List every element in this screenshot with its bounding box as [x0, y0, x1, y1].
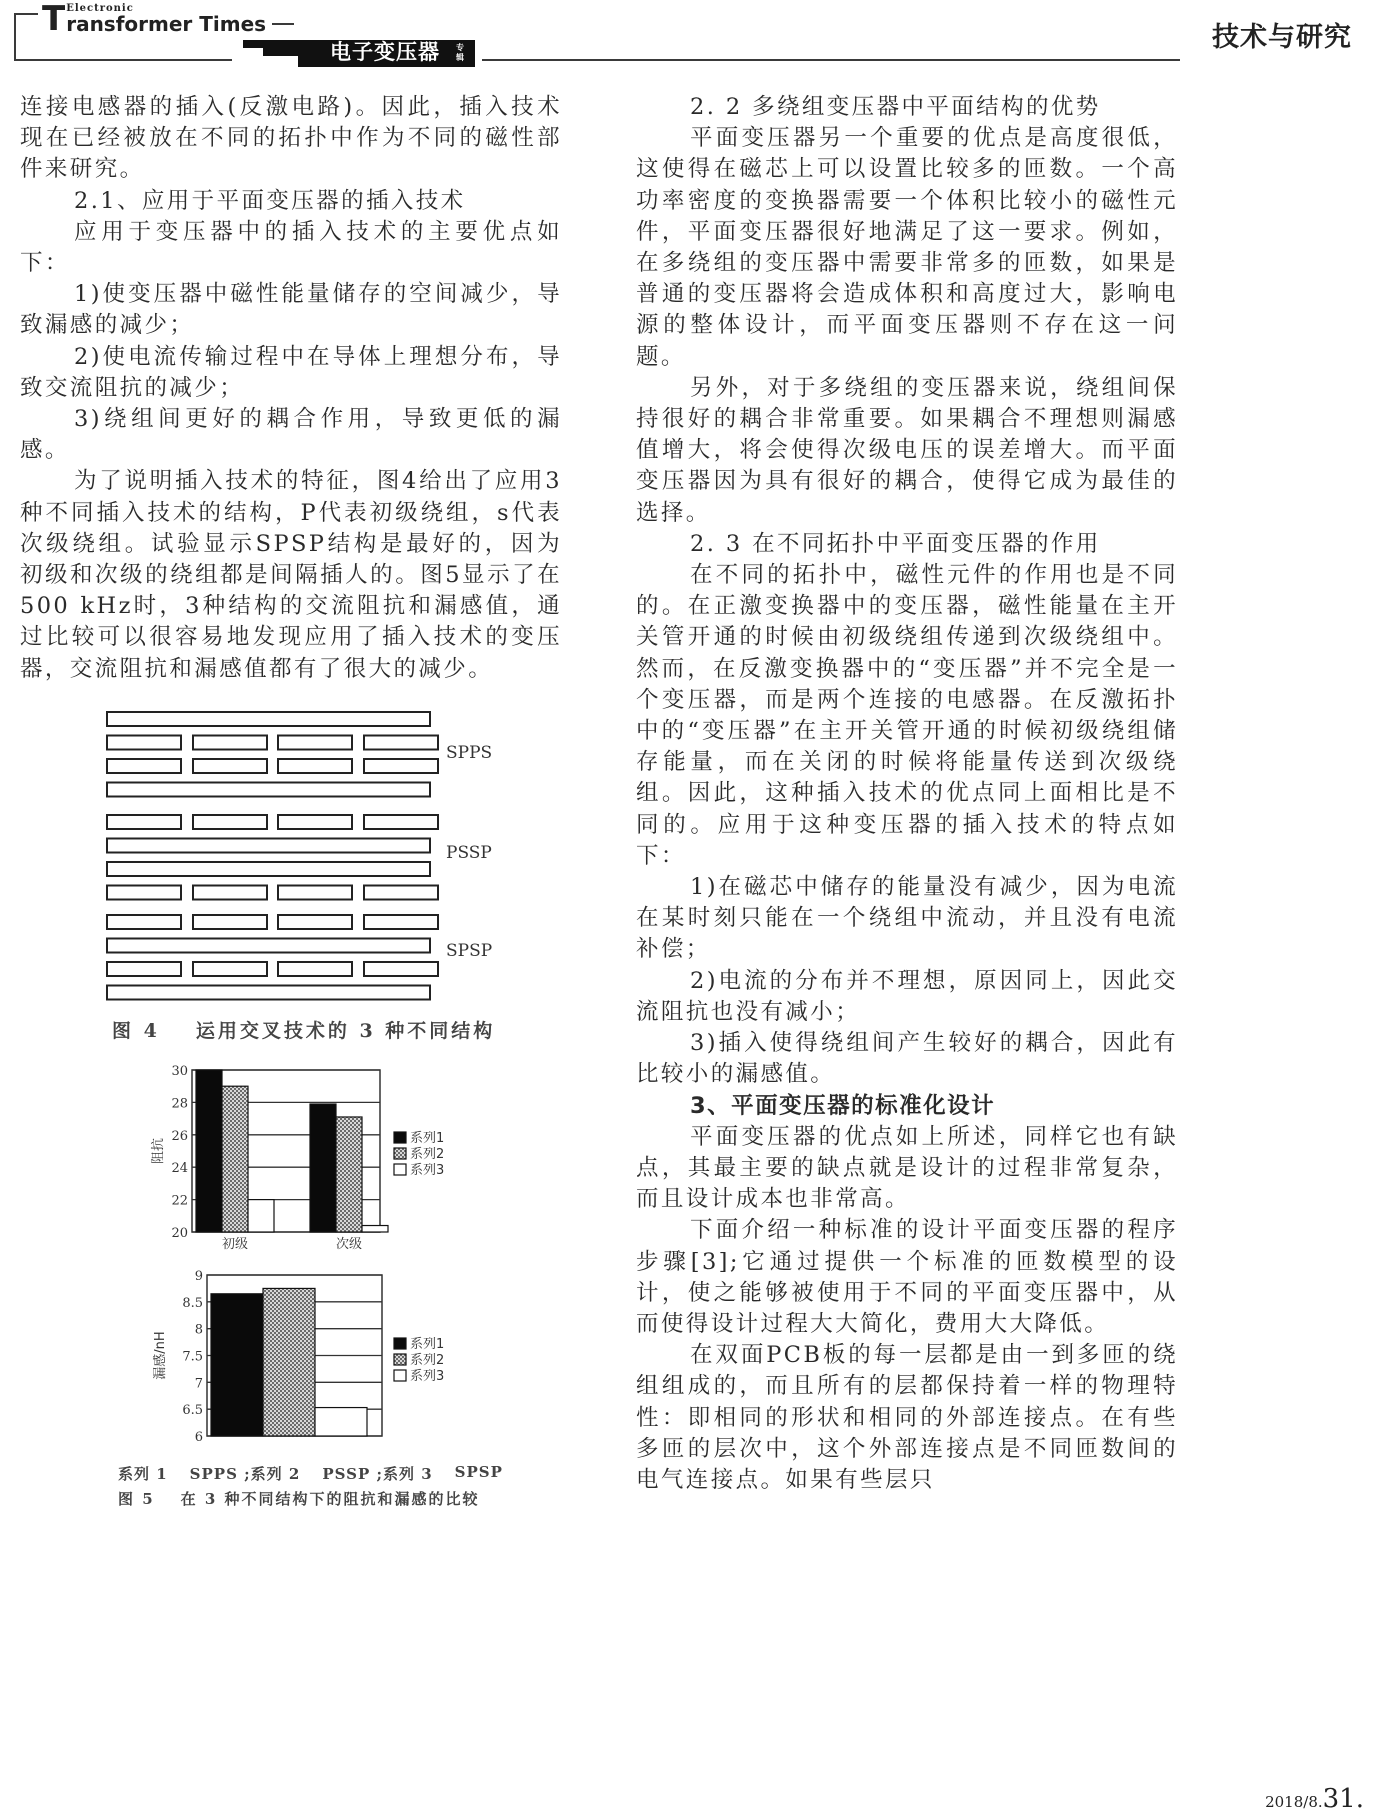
fig5-series-note-4: SPSP: [454, 1463, 503, 1481]
split-winding-segment: [107, 815, 181, 829]
bar-系列2-次级: [336, 1117, 362, 1232]
y-tick-label: 7.5: [182, 1349, 203, 1365]
bar-系列1-初级: [196, 1070, 222, 1232]
left-column: [20, 92, 562, 685]
winding-structure-pssp: [107, 815, 438, 900]
full-winding-layer: [107, 783, 430, 797]
header-rule-left-vertical: [14, 13, 16, 60]
paragraph: 为了说明插入技术的特征，图4给出了应用3种不同插入技术的结构，P代表初级绕组，s代表次级绕组。试验显示SPSP结构是最好的，因为初级和次级的绕组都是间隔插人的。图5显示了在500 kHz时，3种结构的交流阻抗和漏感值，通过比较可以很容易地发现应用了插入技术的变压器，交流阻抗和漏感值都有了很大的减少。: [20, 468, 562, 682]
legend-swatch: [394, 1164, 406, 1175]
fig5-series-note-2: SPPS ;系列 2: [189, 1465, 301, 1483]
bar-系列2: [263, 1288, 315, 1436]
y-axis-label: 漏感/nH: [153, 1331, 168, 1380]
brand-logo-text: [66, 3, 266, 34]
section-heading: 2. 3 在不同拓扑中平面变压器的作用: [690, 530, 1101, 557]
paragraph: 平面变压器的优点如上所述，同样它也有缺点，其最主要的缺点就是设计的过程非常复杂，而且设计成本也非常高。: [636, 1123, 1178, 1213]
split-winding-segment: [278, 962, 352, 976]
legend-label: 系列3: [410, 1369, 445, 1384]
legend-label: 系列3: [410, 1163, 445, 1178]
fig5-caption: [118, 1488, 480, 1509]
split-winding-segment: [107, 736, 181, 750]
legend-swatch: [394, 1354, 406, 1365]
bar-系列1-次级: [310, 1104, 336, 1232]
fig4-label-spps: SPPS: [446, 743, 493, 763]
y-tick-label: 20: [171, 1226, 188, 1241]
split-winding-segment: [278, 815, 352, 829]
split-winding-segment: [193, 886, 267, 900]
y-tick-label: 6: [194, 1430, 203, 1445]
legend-swatch: [394, 1132, 406, 1143]
paragraph: 另外，对于多绕组的变压器来说，绕组间保持很好的耦合非常重要。如果耦合不理想则漏感值增大，将会使得次级电压的误差增大。而平面变压器因为具有很好的耦合，使得它成为最佳的选择。: [636, 374, 1178, 526]
header-rule-left-top: [14, 13, 38, 15]
paragraph: 2)使电流传输过程中在导体上理想分布，导致交流阻抗的减少；: [20, 343, 562, 401]
banner-subtitle: 专辑: [456, 43, 464, 62]
bar-系列3-次级: [362, 1226, 388, 1232]
paragraph: 连接电感器的插入(反激电路)。因此，插入技术现在已经被放在不同的拓扑中作为不同的磁性部件来研究。: [20, 94, 562, 183]
x-category-label: 初级: [221, 1237, 249, 1252]
split-winding-segment: [107, 886, 181, 900]
split-winding-segment: [278, 886, 352, 900]
section-heading: 2. 2 多绕组变压器中平面结构的优势: [690, 94, 1101, 120]
brand-logo-title: ransformer Times: [66, 12, 267, 36]
right-column: [636, 92, 1178, 1496]
split-winding-segment: [364, 736, 438, 750]
paragraph: 在双面PCB板的每一层都是由一到多匝的绕组组成的，而且所有的层都保持着一样的物理特性：即相同的形状和相同的外部连接点。在有些多匝的层次中，这个外部连接点是不同匝数间的电气连接点。如果有些层只: [636, 1342, 1178, 1493]
split-winding-segment: [278, 915, 352, 929]
leakage-inductance-bar-chart: [140, 1262, 560, 1452]
brand-logo: [42, 0, 294, 39]
page-number: 31: [1322, 1784, 1356, 1814]
full-winding-layer: [107, 862, 430, 876]
page-number-suffix: .: [1355, 1784, 1364, 1814]
x-category-label: 次级: [335, 1237, 363, 1252]
footer-date: 2018/8.: [1265, 1793, 1323, 1811]
fig5-caption-number: 图 5: [118, 1490, 155, 1508]
fig4-label-pssp: PSSP: [446, 843, 492, 863]
fig5-series-note-3: PSSP ;系列 3: [322, 1465, 433, 1483]
y-tick-label: 26: [171, 1128, 188, 1144]
fig4-caption-number: 图 4: [112, 1020, 160, 1042]
split-winding-segment: [364, 815, 438, 829]
legend-label: 系列1: [410, 1131, 445, 1146]
winding-structure-spsp: [107, 915, 438, 1000]
fig5-series-note-1: 系列 1: [118, 1465, 168, 1483]
split-winding-segment: [193, 815, 267, 829]
y-tick-label: 7: [194, 1376, 203, 1392]
full-winding-layer: [107, 986, 430, 1000]
header-rule-title-dash: [272, 23, 294, 25]
paragraph: 应用于变压器中的插入技术的主要优点如下：: [20, 218, 562, 277]
y-axis-label: 阻抗: [151, 1137, 166, 1165]
split-winding-segment: [278, 736, 352, 750]
section-tag: 技术与研究: [1212, 22, 1352, 53]
split-winding-segment: [107, 915, 181, 929]
banner-title: 电子变压器: [330, 40, 440, 64]
legend-label: 系列2: [410, 1147, 445, 1162]
paragraph: 3)插入使得绕组间产生较好的耦合，因此有比较小的漏感值。: [636, 1030, 1178, 1088]
paragraph: 下面介绍一种标准的设计平面变压器的程序步骤[3];它通过提供一个标准的匝数模型的设计，使之能够被使用于不同的平面变压器中，从而使得设计过程大大简化，费用大大降低。: [636, 1217, 1178, 1337]
legend-swatch: [394, 1148, 406, 1159]
winding-structure-spps: [107, 712, 438, 797]
fig4-label-spsp: SPSP: [446, 941, 493, 961]
section-heading: 2.1、应用于平面变压器的插入技术: [74, 187, 466, 214]
split-winding-segment: [364, 886, 438, 900]
split-winding-segment: [193, 759, 267, 773]
y-tick-label: 22: [171, 1193, 188, 1209]
paragraph: 1)在磁芯中储存的能量没有减少，因为电流在某时刻只能在一个绕组中流动，并且没有电流补偿；: [636, 874, 1178, 963]
split-winding-segment: [364, 962, 438, 976]
impedance-bar-chart: [140, 1058, 560, 1258]
y-tick-label: 28: [171, 1096, 188, 1112]
brand-logo-T: T: [42, 0, 66, 39]
bar-系列3-初级: [248, 1200, 274, 1232]
paragraph: 2)电流的分布并不理想，原因同上，因此交流阻抗也没有减小；: [636, 967, 1178, 1025]
legend-label: 系列2: [410, 1353, 445, 1368]
full-winding-layer: [107, 839, 430, 853]
paragraph: 1)使变压器中磁性能量储存的空间减少，导致漏感的减少；: [20, 281, 562, 339]
full-winding-layer: [107, 712, 430, 726]
split-winding-segment: [364, 759, 438, 773]
brand-logo-electronic: Electronic: [66, 3, 134, 14]
paragraph: 3)绕组间更好的耦合作用，导致更低的漏感。: [20, 406, 562, 464]
split-winding-segment: [107, 759, 181, 773]
bar-系列2-初级: [222, 1086, 248, 1232]
bar-系列1: [211, 1294, 263, 1436]
y-tick-label: 30: [171, 1064, 188, 1079]
full-winding-layer: [107, 939, 430, 953]
legend-label: 系列1: [410, 1337, 445, 1352]
y-tick-label: 9: [194, 1269, 203, 1284]
page-footer: [1265, 1784, 1364, 1814]
y-tick-label: 6.5: [182, 1403, 203, 1419]
legend-swatch: [394, 1370, 406, 1381]
split-winding-segment: [107, 962, 181, 976]
header-rule-left-bottom: [14, 59, 232, 61]
fig5-series-note: [118, 1463, 503, 1484]
y-tick-label: 8.5: [182, 1295, 203, 1311]
split-winding-segment: [278, 759, 352, 773]
paragraph: 平面变压器另一个重要的优点是高度很低，这使得在磁芯上可以设置比较多的匝数。一个高功率密度的变换器需要一个体积比较小的磁性元件，平面变压器很好地满足了这一要求。例如，在多绕组的变压器中需要非常多的匝数，如果是普通的变压器将会造成体积和高度过大，影响电源的整体设计，而平面变压器则不存在这一问题。: [636, 125, 1178, 370]
header-rule-right: [482, 59, 1180, 61]
legend-swatch: [394, 1338, 406, 1349]
fig4-caption-text: 运用交叉技术的 3 种不同结构: [195, 1020, 496, 1042]
split-winding-segment: [193, 962, 267, 976]
split-winding-segment: [193, 915, 267, 929]
fig4-caption: [112, 1016, 495, 1043]
paragraph: 在不同的拓扑中，磁性元件的作用也是不同的。在正激变换器中的变压器，磁性能量在主开关管开通的时候由初级绕组传递到次级绕组中。然而，在反激变换器中的“变压器”并不完全是一个变压器，而是两个连接的电感器。在反激拓扑中的“变压器”在主开关管开通的时候初级绕组储存能量，而在关闭的时候将能量传送到次级绕组。因此，这种插入技术的优点同上面相比是不同的。应用于这种变压器的插入技术的特点如下：: [636, 562, 1178, 869]
split-winding-segment: [364, 915, 438, 929]
split-winding-segment: [193, 736, 267, 750]
fig5-caption-text: 在 3 种不同结构下的阻抗和漏感的比较: [180, 1490, 480, 1508]
section-heading: 3、平面变压器的标准化设计: [690, 1092, 996, 1119]
bar-系列3: [315, 1408, 367, 1436]
y-tick-label: 24: [171, 1161, 188, 1177]
y-tick-label: 8: [194, 1322, 203, 1338]
